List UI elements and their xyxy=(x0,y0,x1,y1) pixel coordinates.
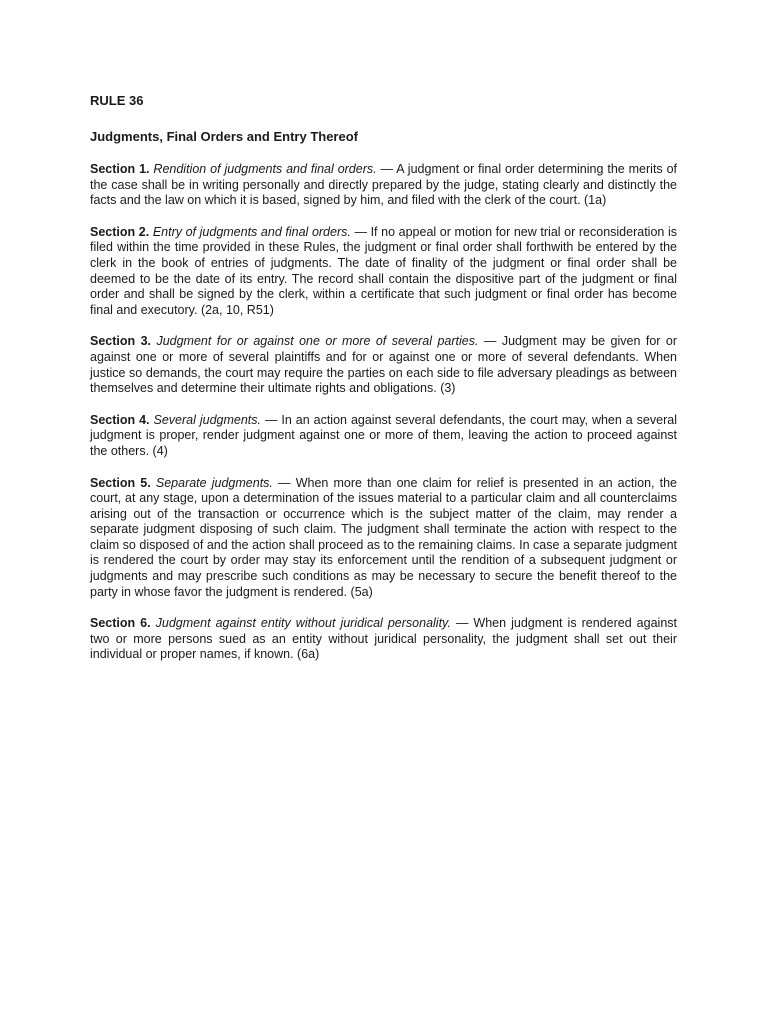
section-2-label: Section 2. xyxy=(90,224,150,239)
section-1-heading: Rendition of judgments and final orders. xyxy=(153,162,377,176)
section-2-body: — If no appeal or motion for new trial or reconsideration is filed within the time provided in these Rules, the judgment or final order shall forthwith be entered by the clerk in the book of entries of judgments. The date of finality of the judgment or final order shall be deemed to be the date of its entry. The record shall contain the dispositive part of the judgment or final order and shall be signed by the clerk, within a certificate that such judgment or final order has become final and executory. (2a, 10, R51) xyxy=(90,224,677,317)
rule-number: RULE 36 xyxy=(90,93,144,108)
section-3-heading: Judgment for or against one or more of several parties. xyxy=(156,334,479,349)
section-3-body: — Judgment may be given for or against one or more of several plaintiffs and for or against one or more of several defendants. When justice so demands, the court may require the parties on each side to file adversary pleadings as between themselves and determine their ultimate rights and obligations. (3) xyxy=(90,334,678,396)
section-1-body: — A judgment or final order determining the merits of the case shall be in writing personally and directly prepared by the judge, stating clearly and distinctly the facts and the law on which it is based, signed by him, and filed with the clerk of the court. (1a) xyxy=(90,162,678,208)
section-4-body: — In an action against several defendants, the court may, when a several judgment is proper, render judgment against one or more of them, leaving the action to proceed against the others. (4) xyxy=(90,412,677,458)
section-6-body: — When judgment is rendered against two or more persons sued as an entity without juridical personality, the judgment shall set out their individual or proper names, if known. (6a) xyxy=(90,616,677,662)
section-1-label: Section 1. xyxy=(90,162,150,176)
section-4-label: Section 4. xyxy=(90,412,150,427)
section-5-heading: Separate judgments. xyxy=(155,475,273,490)
section-2 xyxy=(90,225,677,319)
rule-title: Judgments, Final Orders and Entry Thereof xyxy=(90,129,358,144)
section-3-label: Section 3. xyxy=(90,334,152,349)
section-4 xyxy=(90,413,677,460)
section-5 xyxy=(90,476,677,601)
section-6-heading: Judgment against entity without juridical personality. xyxy=(155,616,451,631)
section-3 xyxy=(90,334,677,396)
section-6 xyxy=(90,616,677,663)
section-4-heading: Several judgments. xyxy=(153,412,261,427)
section-6-label: Section 6. xyxy=(90,616,151,631)
section-2-heading: Entry of judgments and final orders. xyxy=(152,224,351,239)
document-page xyxy=(90,93,677,679)
section-1 xyxy=(90,162,677,209)
section-5-label: Section 5. xyxy=(90,475,151,490)
section-5-body: — When more than one claim for relief is presented in an action, the court, at any stage, upon a determination of the issues material to a particular claim and all counterclaims arising out of the transaction or occurrence which is the subject matter of the claim, may render a separate judgment disposing of such claim. The judgment shall terminate the action with respect to the claim so disposed of and the action shall proceed as to the remaining claims. In case a separate judgment is rendered the court by order may stay its enforcement until the rendition of a subsequent judgment or judgments and may prescribe such conditions as may be necessary to secure the benefit thereof to the party in whose favor the judgment is rendered. (5a) xyxy=(90,475,678,599)
